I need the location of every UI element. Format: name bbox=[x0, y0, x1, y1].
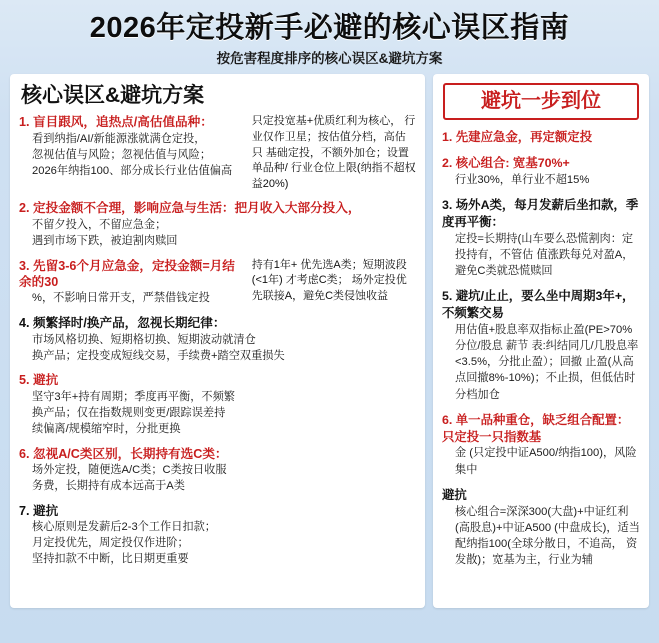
item-title-text: 单一品种重仓，缺乏组合配置：只定投一只指数基 bbox=[442, 412, 630, 444]
item-body: 场外定投，随便选A/C类；C类按日收服 务费，长期持有成本远高于A类 bbox=[32, 463, 227, 492]
item-title-text: 先留3-6个月应急金，定投金额=月结余的30 bbox=[19, 258, 235, 290]
item-title-text: 避坑/止止，要么坐中周期3年+，不频繁交易 bbox=[442, 289, 635, 320]
item-title bbox=[442, 487, 640, 504]
item-title: 5. 避坑/止止，要么坐中周期3年+，不频繁交易 bbox=[442, 289, 635, 320]
item-title: 6. 忽视A/C类区别，长期持有选C类： bbox=[19, 446, 228, 461]
item-body: 定投=长期持(山车要么恐慌割肉：定投持有，不管估 值涨跌每兑对盈A，避免C类就恐慌赎回 bbox=[455, 232, 634, 277]
poster-header bbox=[10, 12, 649, 67]
right-column bbox=[433, 74, 649, 608]
item-body: %，不影响日常开支，严禁借钱定投 bbox=[32, 292, 210, 305]
item-side-note: 持有1年+ 优先选A类；短期波段(<1年) 才考虑C类； 场外定投优先联接A，避免C类侵蚀收益 bbox=[251, 258, 407, 302]
item-title-text: 定投金额不合理，影响应急与生活：把月收入大部分投入， bbox=[33, 201, 361, 216]
list-item bbox=[442, 288, 640, 403]
right-panel-heading: 避坑一步到位 bbox=[443, 83, 639, 120]
list-item bbox=[19, 114, 416, 192]
list-item bbox=[19, 372, 416, 437]
list-item bbox=[19, 503, 416, 568]
list-item bbox=[442, 487, 640, 569]
item-title-text: 避抗 bbox=[442, 487, 467, 502]
list-item bbox=[442, 129, 640, 146]
item-title-text: 频繁择时/换产品，忽视长期纪律： bbox=[33, 316, 226, 331]
item-body: 核心组合=深深300(大盘)+中证红利(高股息)+中证A500 (中盘成长)，适当配纳指100(全球分散日，不追高， 资发散)；宽基为主，行业为辅 bbox=[455, 505, 640, 567]
item-body: 不留夕投入，不留应急金； 遇到市场下跌，被迫割肉赎回 bbox=[32, 218, 178, 247]
item-body: 市场风格切换、短期格切换、短期波动就清仓 换产品；定投变成短线交易，手续费+踏空双重损失 bbox=[32, 333, 285, 362]
item-title: 3. 先留3-6个月应急金，定投金额=月结余的30 bbox=[19, 258, 235, 290]
item-body: 核心原则是发薪后2-3个工作日扣款； 月定投优先，周定投仅作进阶； 坚持扣款不中断，比日期更重要 bbox=[32, 521, 216, 565]
item-body: 坚守3年+持有周期；季度再平衡，不频繁 换产品；仅在指数规则变更/跟踪误差持 续偏离/规模缩窄时，分批更换 bbox=[32, 390, 235, 435]
item-title-text: 忽视A/C类区别，长期持有选C类： bbox=[33, 446, 228, 461]
content-columns bbox=[10, 74, 649, 608]
item-body: 看到纳指/AI/新能源涨就满仓定投， 忽视估值与风险；忽视估值与风险； 2026年纳指100、部分成长行业估值偏高 bbox=[32, 132, 233, 177]
list-item bbox=[19, 200, 416, 249]
item-title: 7. 避抗 bbox=[19, 503, 59, 518]
item-body: 行业30%，单行业不超15% bbox=[455, 173, 590, 186]
item-title: 3. 场外A类，每月发薪后坐扣款，季度再平衡： bbox=[442, 198, 639, 229]
list-item bbox=[442, 412, 640, 478]
item-title: 1. 先建应急金，再定额定投 bbox=[442, 130, 593, 145]
right-panel bbox=[433, 74, 649, 608]
item-body: 用估值+股息率双指标止盈(PE>70%分位/股息 薪节 表:纠结同几/几股息率<3.5%，分批止盈）；回撤 止盈(从高点回撤8%-10%)；不止损，但低估时分档加仓 bbox=[455, 323, 639, 401]
list-item bbox=[442, 155, 640, 188]
page-title: 2026年定投新手必避的核心误区指南 bbox=[89, 12, 570, 44]
item-title-text: 核心组合: 宽基70%+ bbox=[455, 156, 570, 171]
item-title: 2. 定投金额不合理，影响应急与生活：把月收入大部分投入， bbox=[19, 201, 361, 216]
item-title: 1. 盲目跟风，追热点/高估值品种： bbox=[19, 115, 213, 130]
item-body: 金 (只定投中证A500/纳指100)，风险集中 bbox=[455, 447, 637, 476]
list-item bbox=[19, 446, 416, 495]
item-title-text: 先建应急金，再定额定投 bbox=[455, 130, 593, 145]
list-item bbox=[19, 315, 416, 364]
item-title: 6. 单一品种重仓，缺乏组合配置：只定投一只指数基 bbox=[442, 412, 630, 444]
left-panel bbox=[10, 74, 425, 608]
item-title-text: 盲目跟风，追热点/高估值品种： bbox=[33, 115, 213, 130]
list-item bbox=[442, 197, 640, 279]
item-title-text: 场外A类，每月发薪后坐扣款，季度再平衡： bbox=[442, 198, 639, 229]
item-title: 5. 避抗 bbox=[19, 373, 59, 388]
item-title: 4. 频繁择时/换产品，忽视长期纪律： bbox=[19, 316, 226, 331]
item-side-note: 只定投宽基+优质红利为核心， 行业仅作卫星；按估值分档，高估只 基础定投，不额外加仓；设置单品种/ 行业仓位上限(纳指不超权益20%) bbox=[251, 115, 416, 190]
left-column bbox=[10, 74, 425, 608]
page-subtitle: 按危害程度排序的核心误区&避坑方案 bbox=[216, 51, 443, 67]
left-panel-heading: 核心误区&避坑方案 bbox=[21, 84, 205, 108]
item-title-text: 避抗 bbox=[33, 373, 59, 388]
list-item bbox=[19, 258, 416, 308]
item-title-text: 避抗 bbox=[33, 503, 59, 518]
item-title: 2. 核心组合: 宽基70%+ bbox=[442, 156, 570, 171]
